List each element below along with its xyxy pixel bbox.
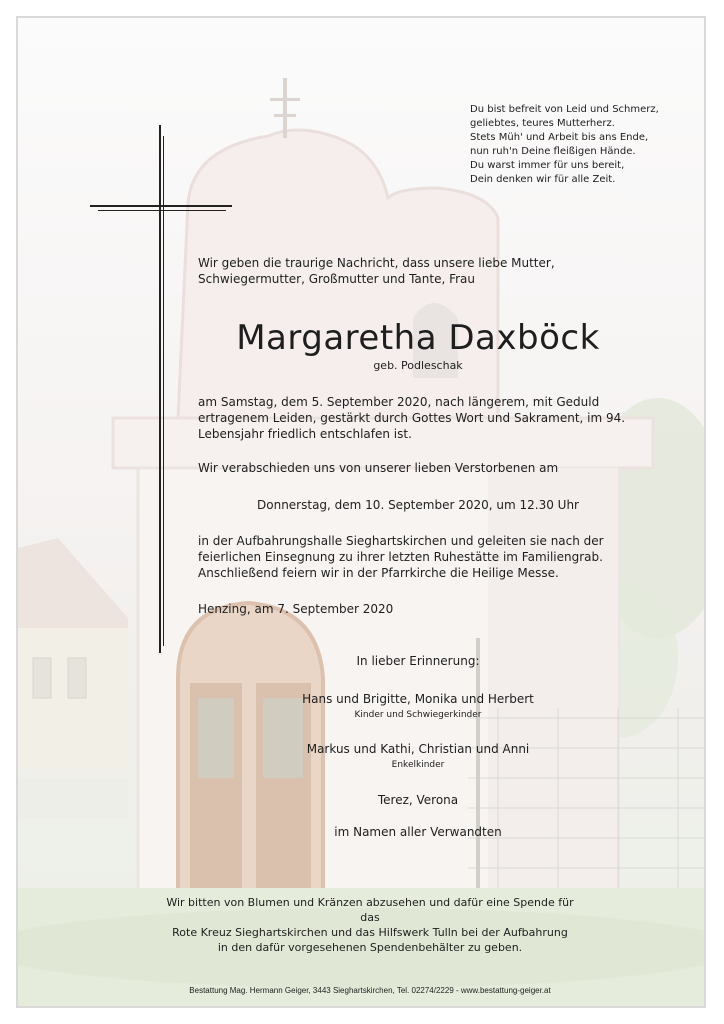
funeral-date: Donnerstag, dem 10. September 2020, um 12.30 Uhr [257,498,579,512]
survivor-relation: Kinder und Schwiegerkinder [354,710,482,720]
funeral-home-footer: Bestattung Mag. Hermann Geiger, 3443 Sieghartskirchen, Tel. 02274/2229 - www.bestattung-geiger.at [189,986,551,995]
intro-text: Wir geben die traurige Nachricht, dass unsere liebe Mutter, Schwiegermutter, Großmutter und Tante, Frau [198,256,555,286]
survivor-names: im Namen aller Verwandten [334,825,502,839]
place-date: Henzing, am 7. September 2020 [198,602,394,616]
survivor-names: Terez, Verona [377,793,459,807]
funeral-details: in der Aufbahrungshalle Sieghartskirchen und geleiten sie nach der feierlichen Einsegnung zu ihrer letzten Ruhestätte im Familiengrab. Anschließend feiern wir in der Pfarrkirche die Heilige Messe. [198,534,604,580]
deceased-name: Margaretha Daxböck [236,318,600,358]
maiden-name: geb. Podleschak [373,359,463,372]
survivor-names: Hans und Brigitte, Monika und Herbert [302,692,534,706]
poem: Du bist befreit von Leid und Schmerz, geliebtes, teures Mutterherz. Stets Müh' und Arbeit bis ans Ende, nun ruh'n Deine fleißigen Hände. Du warst immer für uns bereit, Dein denken wir für alle Zeit. [470,104,659,185]
memorial-cross-vertical-thin [163,136,164,646]
survivor-names: Markus und Kathi, Christian und Anni [306,742,530,756]
farewell-intro: Wir verabschieden uns von unserer lieben Verstorbenen am [198,461,559,475]
donation-request: Wir bitten von Blumen und Kränzen abzusehen und dafür eine Spende für das Rote Kreuz Sieghartskirchen und das Hilfswerk Tulln bei der Aufbahrung in den dafür vorgesehenen Spendenbehälter zu geben. [166,896,574,954]
memorial-cross-horizontal-thin [98,210,226,211]
memory-heading: In lieber Erinnerung: [356,654,480,668]
death-announcement: am Samstag, dem 5. September 2020, nach längerem, mit Geduld ertragenem Leiden, gestärkt durch Gottes Wort und Sakrament, im 94. Lebensjahr friedlich entschlafen ist. [198,395,626,441]
memorial-cross-horizontal [90,205,232,207]
survivor-relation: Enkelkinder [391,760,445,770]
